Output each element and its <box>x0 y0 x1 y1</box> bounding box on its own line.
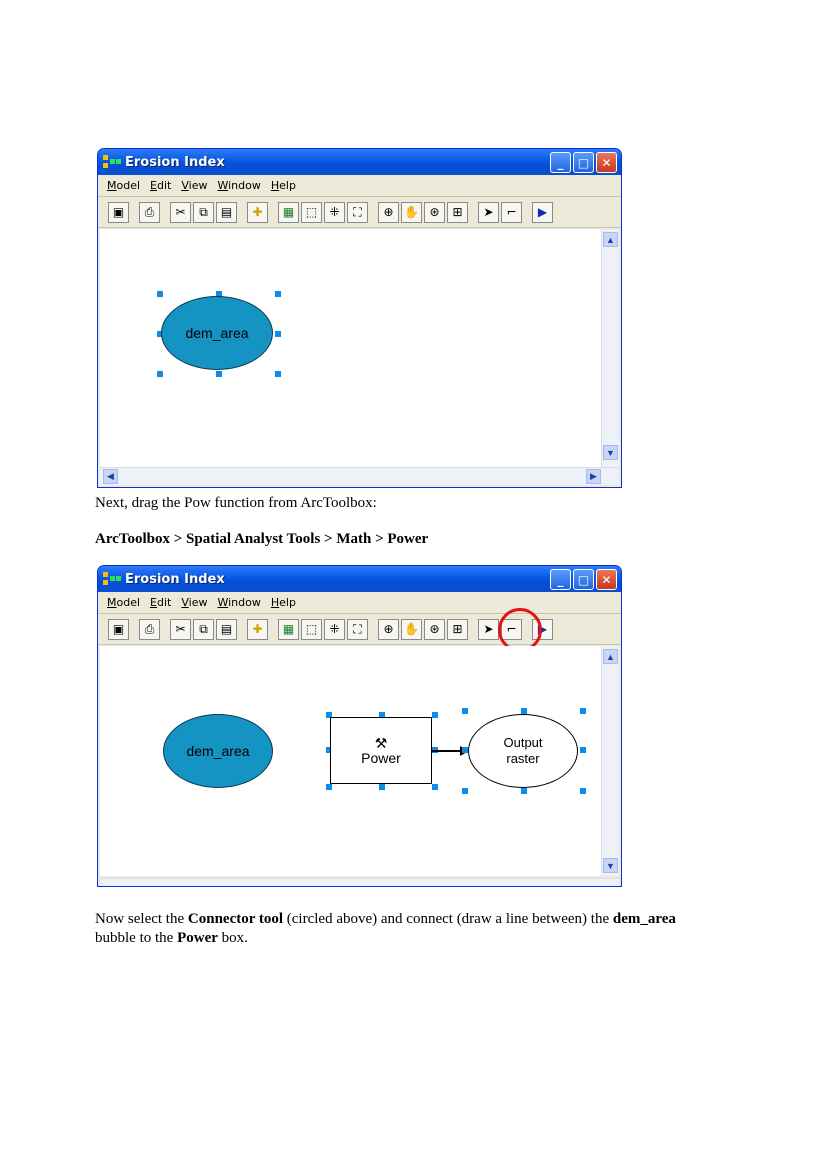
output-raster-node[interactable] <box>468 714 578 788</box>
dem-area-term: dem_area <box>612 911 676 927</box>
save-icon[interactable]: ▣ <box>108 202 129 223</box>
zoom-icon[interactable]: ⊛ <box>424 619 445 640</box>
text-run: Now select the <box>95 911 188 927</box>
vertical-scrollbar[interactable] <box>601 229 619 467</box>
overview-icon[interactable]: ⊞ <box>447 202 468 223</box>
grid-icon[interactable]: ▦ <box>278 202 299 223</box>
instruction-paragraph-1: Next, drag the Pow function from ArcToolbox: <box>95 495 377 511</box>
add-data-icon[interactable]: ✚ <box>247 202 268 223</box>
copy-icon[interactable]: ⧉ <box>193 202 214 223</box>
pan-icon[interactable]: ✋ <box>401 202 422 223</box>
connector-tool-term: Connector tool <box>187 911 284 927</box>
hammer-icon: ⚒ <box>374 734 388 751</box>
model-window-2 <box>97 565 622 887</box>
window-title: Erosion Index <box>125 571 225 587</box>
zoom-icon[interactable]: ⊛ <box>424 202 445 223</box>
overview-icon[interactable]: ⊞ <box>447 619 468 640</box>
full-extent-icon[interactable]: ⬚ <box>301 202 322 223</box>
horizontal-scrollbar[interactable] <box>100 467 619 485</box>
scroll-left-button[interactable]: ◀ <box>103 469 118 484</box>
selection-handle[interactable] <box>432 712 438 718</box>
model-app-icon <box>103 572 121 586</box>
zoom-in-icon[interactable]: ⊕ <box>378 619 399 640</box>
menu-model[interactable]: Model <box>107 596 141 609</box>
selection-handle[interactable] <box>580 747 586 753</box>
toolbar <box>98 614 621 645</box>
model-canvas[interactable] <box>100 646 602 876</box>
print-icon[interactable]: ⎙ <box>139 202 160 223</box>
toolbar <box>98 197 621 228</box>
selection-handle[interactable] <box>216 371 222 377</box>
dem-area-node[interactable] <box>163 714 273 788</box>
zoom-in-fixed-icon[interactable]: ⁜ <box>324 202 345 223</box>
cut-icon[interactable]: ✂ <box>170 202 191 223</box>
vertical-scrollbar[interactable] <box>601 646 619 876</box>
text-run: bubble to the <box>95 930 178 946</box>
select-icon[interactable]: ➤ <box>478 202 499 223</box>
model-app-icon <box>103 155 121 169</box>
menu-help[interactable]: Help <box>270 596 296 609</box>
minimize-button[interactable]: _ <box>550 569 571 590</box>
window-title: Erosion Index <box>125 154 225 170</box>
power-term: Power <box>177 930 218 946</box>
scroll-down-button[interactable]: ▼ <box>603 858 618 873</box>
save-icon[interactable]: ▣ <box>108 619 129 640</box>
instruction-path: ArcToolbox > Spatial Analyst Tools > Math > Power <box>95 531 429 547</box>
copy-icon[interactable]: ⧉ <box>193 619 214 640</box>
selection-handle[interactable] <box>275 291 281 297</box>
run-icon[interactable]: ▶ <box>532 202 553 223</box>
minimize-button[interactable]: _ <box>550 152 571 173</box>
output-label-line1: Output <box>503 735 543 750</box>
selection-handle[interactable] <box>379 784 385 790</box>
scroll-up-button[interactable]: ▲ <box>603 232 618 247</box>
print-icon[interactable]: ⎙ <box>139 619 160 640</box>
cut-icon[interactable]: ✂ <box>170 619 191 640</box>
run-icon[interactable]: ▶ <box>532 619 553 640</box>
zoom-in-fixed-icon[interactable]: ⁜ <box>324 619 345 640</box>
connect-icon[interactable]: ⌐ <box>501 619 522 640</box>
menu-bar <box>98 175 621 197</box>
power-label: Power <box>361 749 401 766</box>
menu-bar <box>98 592 621 614</box>
selection-handle[interactable] <box>157 371 163 377</box>
instruction-paragraph-3 <box>95 910 735 948</box>
scroll-right-button[interactable]: ▶ <box>586 469 601 484</box>
selection-handle[interactable] <box>275 331 281 337</box>
full-extent-icon[interactable]: ⬚ <box>301 619 322 640</box>
select-icon[interactable]: ➤ <box>478 619 499 640</box>
horizontal-scrollbar[interactable] <box>100 878 619 887</box>
title-bar[interactable] <box>98 566 621 592</box>
selection-handle[interactable] <box>462 788 468 794</box>
add-data-icon[interactable]: ✚ <box>247 619 268 640</box>
selection-handle[interactable] <box>157 291 163 297</box>
menu-edit[interactable]: Edit <box>150 596 172 609</box>
paste-icon[interactable]: ▤ <box>216 202 237 223</box>
text-run: (circled above) and connect (draw a line between) the <box>283 911 613 927</box>
dem-area-label: dem_area <box>186 743 250 759</box>
menu-window[interactable]: Window <box>217 179 261 192</box>
menu-view[interactable]: View <box>181 179 208 192</box>
selection-handle[interactable] <box>275 371 281 377</box>
maximize-button[interactable]: □ <box>573 569 594 590</box>
paste-icon[interactable]: ▤ <box>216 619 237 640</box>
power-tool-box[interactable] <box>330 717 432 784</box>
zoom-out-fixed-icon[interactable]: ⛶ <box>347 619 368 640</box>
scroll-up-button[interactable]: ▲ <box>603 649 618 664</box>
menu-model[interactable]: Model <box>107 179 141 192</box>
selection-handle[interactable] <box>521 788 527 794</box>
selection-handle[interactable] <box>580 788 586 794</box>
text-run: box. <box>217 930 248 946</box>
selection-handle[interactable] <box>432 784 438 790</box>
close-button[interactable]: ✕ <box>596 152 617 173</box>
maximize-button[interactable]: □ <box>573 152 594 173</box>
zoom-in-icon[interactable]: ⊕ <box>378 202 399 223</box>
selection-handle[interactable] <box>326 784 332 790</box>
selection-handle[interactable] <box>580 708 586 714</box>
selection-handle[interactable] <box>462 708 468 714</box>
connect-icon[interactable]: ⌐ <box>501 202 522 223</box>
close-button[interactable]: ✕ <box>596 569 617 590</box>
model-window-1 <box>97 148 622 488</box>
menu-help[interactable]: Help <box>270 179 296 192</box>
dem-area-node[interactable] <box>161 296 273 370</box>
menu-view[interactable]: View <box>181 596 208 609</box>
dem-area-label: dem_area <box>185 325 249 341</box>
menu-edit[interactable]: Edit <box>150 179 172 192</box>
title-bar[interactable] <box>98 149 621 175</box>
zoom-out-fixed-icon[interactable]: ⛶ <box>347 202 368 223</box>
scroll-down-button[interactable]: ▼ <box>603 445 618 460</box>
output-label-line2: raster <box>506 751 540 766</box>
grid-icon[interactable]: ▦ <box>278 619 299 640</box>
pan-icon[interactable]: ✋ <box>401 619 422 640</box>
menu-window[interactable]: Window <box>217 596 261 609</box>
model-canvas[interactable] <box>100 229 602 467</box>
connector-line[interactable] <box>432 750 462 752</box>
